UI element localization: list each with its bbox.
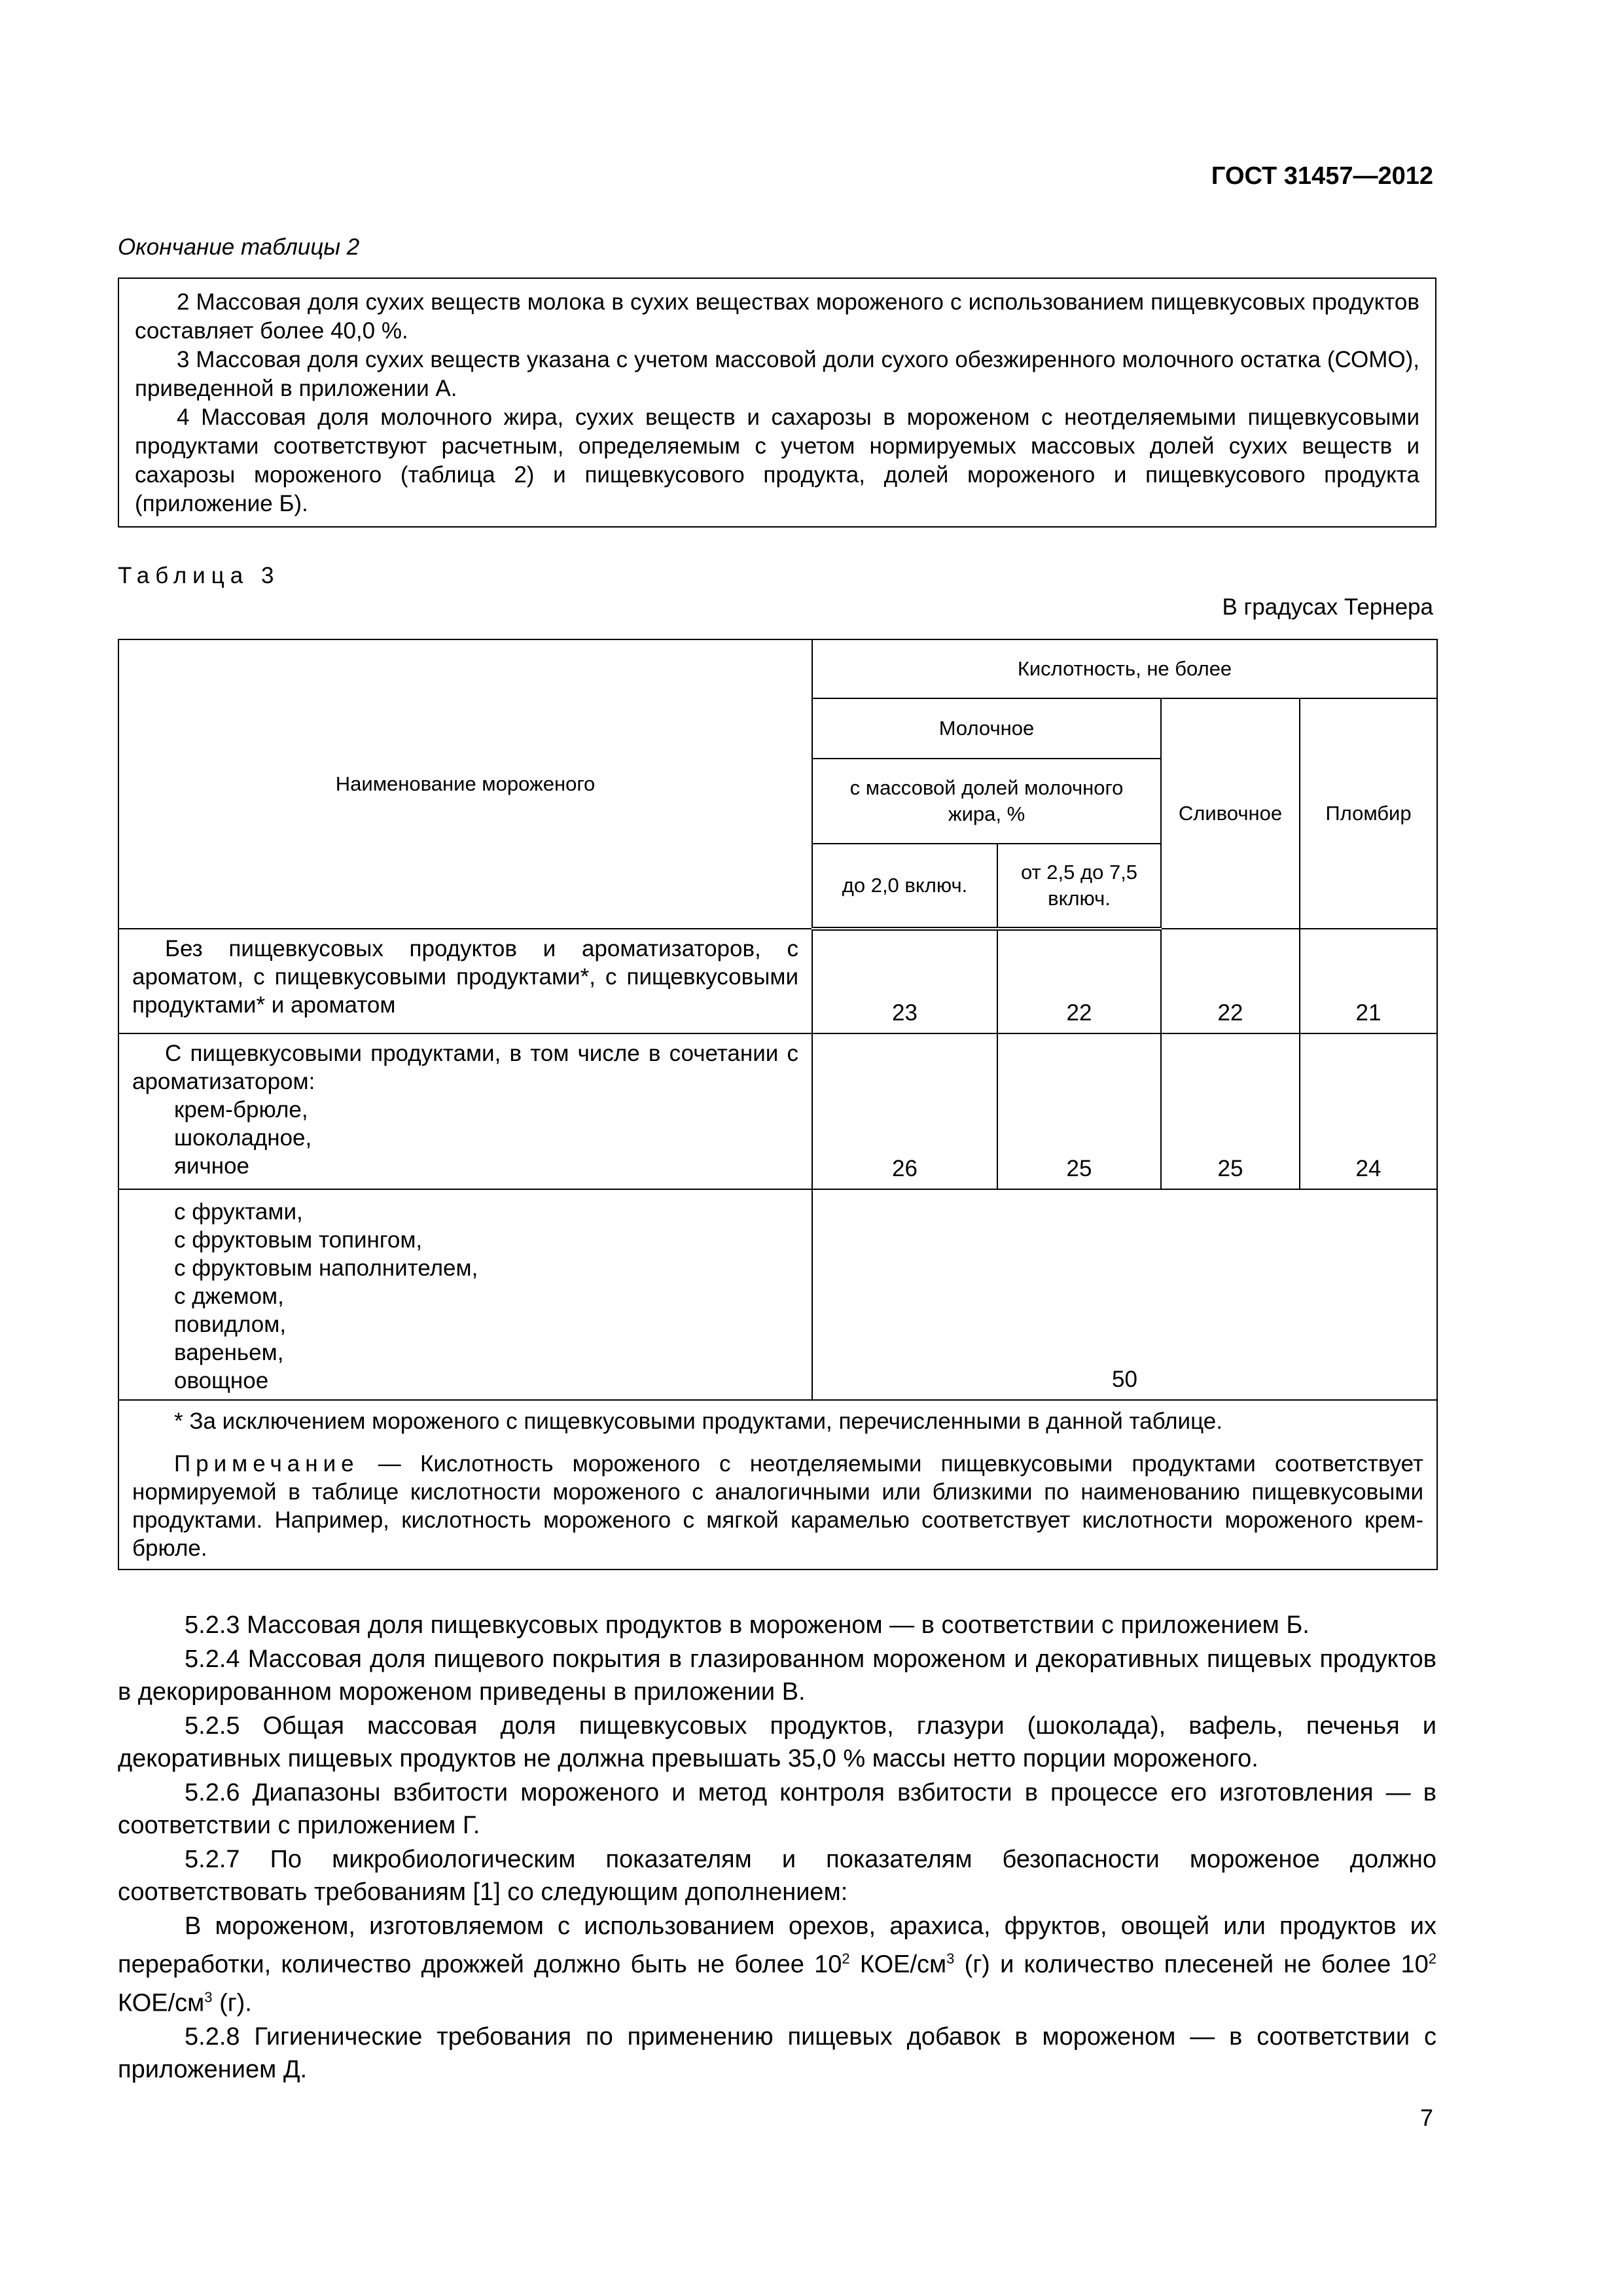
- header-cream: Сливочное: [1161, 698, 1300, 929]
- row2-name: С пищевкусовыми продуктами, в том числе в сочетании с ароматизатором: крем-брюле, шоколадное, яичное: [118, 1033, 812, 1189]
- row1-val2: 22: [997, 929, 1161, 1033]
- row2-val2: 25: [997, 1033, 1161, 1189]
- row3-value: 50: [812, 1189, 1437, 1400]
- para-5-2-3: 5.2.3 Массовая доля пищевкусовых продуктов в мороженом — в соответствии с приложением Б.: [185, 1611, 1310, 1639]
- header-fat-share: с массовой долей молочного жира, %: [812, 759, 1161, 844]
- table-row: [118, 1189, 1437, 1400]
- header-name: Наименование мороженого: [118, 639, 812, 929]
- table2-notes-box: [118, 278, 1436, 528]
- header-upto2: до 2,0 включ.: [812, 844, 997, 929]
- row2-val3: 25: [1161, 1033, 1300, 1189]
- footnote: * За исключением мороженого с пищевкусовыми продуктами, перечисленными в данной таблице.: [174, 1408, 1222, 1434]
- table3-title: Таблица 3: [118, 563, 280, 588]
- body-paragraphs: [118, 1609, 1436, 2087]
- standard-code: ГОСТ 31457—2012: [1211, 162, 1433, 190]
- note-text: — Кислотность мороженого с неотделяемыми пищевкусовыми продуктами соответствует нормируемой в таблице кислотности мороженого с аналогичными или близкими по наименованию пищевкусовыми продуктами. Например, кислотность мороженого с мягкой карамелью соответствует кислотности мороженого крем-брюле.: [132, 1451, 1423, 1561]
- note-4: 4 Массовая доля молочного жира, сухих веществ и сахарозы в мороженом с неотделяемыми пищевкусовыми продуктами соответствуют расчетным, определяемым с учетом нормируемых массовых долей сухих веществ и сахарозы мороженого (таблица 2) и пищевкусового продукта, долей мороженого и пищевкусового продукта (приложение Б).: [135, 404, 1419, 516]
- header-milk: Молочное: [812, 698, 1161, 759]
- table-row: [118, 1033, 1437, 1189]
- row1-val3: 22: [1161, 929, 1300, 1033]
- row1-name: Без пищевкусовых продуктов и ароматизаторов, с ароматом, с пищевкусовыми продуктами*, с пищевкусовыми продуктами* и ароматом: [118, 929, 812, 1033]
- row2-val4: 24: [1300, 1033, 1437, 1189]
- note-3: 3 Массовая доля сухих веществ указана с учетом массовой доли сухого обезжиренного молочного остатка (СОМО), приведенной в приложении А.: [135, 347, 1419, 401]
- para-5-2-6: 5.2.6 Диапазоны взбитости мороженого и метод контроля взбитости в процессе его изготовления — в соответствии с приложением Г.: [118, 1779, 1436, 1839]
- note-2: 2 Массовая доля сухих веществ молока в сухих веществах мороженого с использованием пищевкусовых продуктов составляет более 40,0 %.: [135, 289, 1419, 344]
- para-5-2-4: 5.2.4 Массовая доля пищевого покрытия в глазированном мороженом и декоративных пищевых продуктов в декорированном мороженом приведены в приложении В.: [118, 1645, 1436, 1706]
- table2-continuation-caption: Окончание таблицы 2: [118, 234, 360, 260]
- para-5-2-7-addendum: В мороженом, изготовляемом с использованием орехов, арахиса, фруктов, овощей или продуктов их переработки, количество дрожжей должно быть не более $10^2$ КОЕ/$см^3$ (г) и количество плесеней не более $10^2$ КОЕ/$см^3$ (г).: [118, 1912, 1436, 2017]
- table3-units: В градусах Тернера: [1222, 594, 1433, 620]
- table-footer: [118, 1400, 1437, 1570]
- header-acidity: Кислотность, не более: [812, 639, 1437, 698]
- para-5-2-8: 5.2.8 Гигиенические требования по применению пищевых добавок в мороженом — в соответствии с приложением Д.: [118, 2023, 1436, 2084]
- para-5-2-7: 5.2.7 По микробиологическим показателям и показателям безопасности мороженое должно соответствовать требованиям [1] со следующим дополнением:: [118, 1846, 1436, 1906]
- note: [132, 1450, 1423, 1562]
- row1-val4: 21: [1300, 929, 1437, 1033]
- row3-name: с фруктами, с фруктовым топингом, с фруктовым наполнителем, с джемом, повидлом, вареньем, овощное: [118, 1189, 812, 1400]
- header-plombir: Пломбир: [1300, 698, 1437, 929]
- table-row: [118, 929, 1437, 1033]
- note-label: Примечание: [174, 1451, 359, 1477]
- row1-val1: 23: [812, 929, 997, 1033]
- table3: [118, 639, 1438, 1570]
- header-from25: от 2,5 до 7,5 включ.: [997, 844, 1161, 929]
- row2-val1: 26: [812, 1033, 997, 1189]
- page-number: 7: [1419, 2104, 1433, 2131]
- para-5-2-5: 5.2.5 Общая массовая доля пищевкусовых продуктов, глазури (шоколада), вафель, печенья и декоративных пищевых продуктов не должна превышать 35,0 % массы нетто порции мороженого.: [118, 1712, 1436, 1772]
